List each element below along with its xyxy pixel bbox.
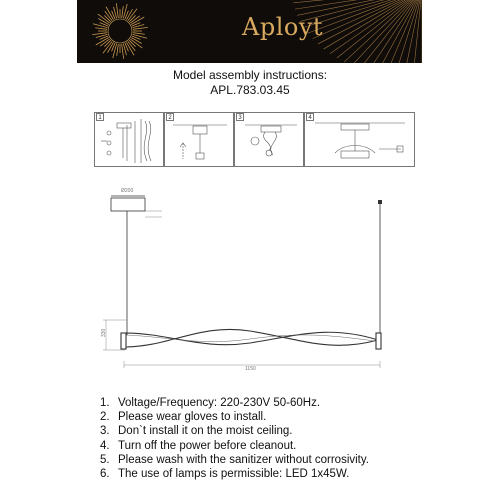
list-item: 1. Voltage/Frequency: 220-230V 50-60Hz.: [100, 397, 321, 409]
list-item: 5. Please wash with the sanitizer without corrosivity.: [100, 453, 369, 466]
canopy: [111, 196, 162, 217]
step-panel-3: [234, 112, 304, 167]
parts-layout-icon: [95, 113, 165, 168]
lamp-body: [121, 329, 381, 349]
brand-name: Aployt: [242, 13, 324, 41]
step-number: 2: [166, 113, 174, 121]
ceiling-anchor: [378, 200, 382, 204]
wiring-icon: [235, 113, 305, 168]
ceiling-bracket-icon: [165, 113, 235, 168]
list-item: 2. Please wear gloves to install.: [100, 411, 267, 424]
instructions-title: Model assembly instructions:: [172, 68, 328, 82]
height-dimension-label: 330: [101, 328, 107, 337]
step-number: 4: [306, 113, 314, 121]
list-item: 3. Don`t install it on the moist ceiling.: [100, 425, 293, 438]
step-panel-2: [164, 112, 234, 167]
length-dimension-label: 1150: [245, 366, 256, 372]
list-item: 6. The use of lamps is permissible: LED 1x45W.: [100, 468, 350, 481]
lamp-dimension-drawing: [0, 175, 500, 385]
step-number: 1: [96, 113, 104, 121]
model-number: APL.783.03.45: [210, 83, 290, 97]
canopy-diameter-label: Ø200: [121, 188, 134, 194]
step-number: 3: [236, 113, 244, 121]
assembly-steps: [94, 112, 415, 167]
step-panel-1: [94, 112, 164, 167]
brand-banner: [77, 0, 422, 63]
step-panel-4: [304, 112, 415, 167]
specification-list: [100, 396, 369, 481]
canopy-mount-icon: [305, 113, 416, 168]
list-item: 4. Turn off the power before cleanout.: [100, 439, 297, 452]
